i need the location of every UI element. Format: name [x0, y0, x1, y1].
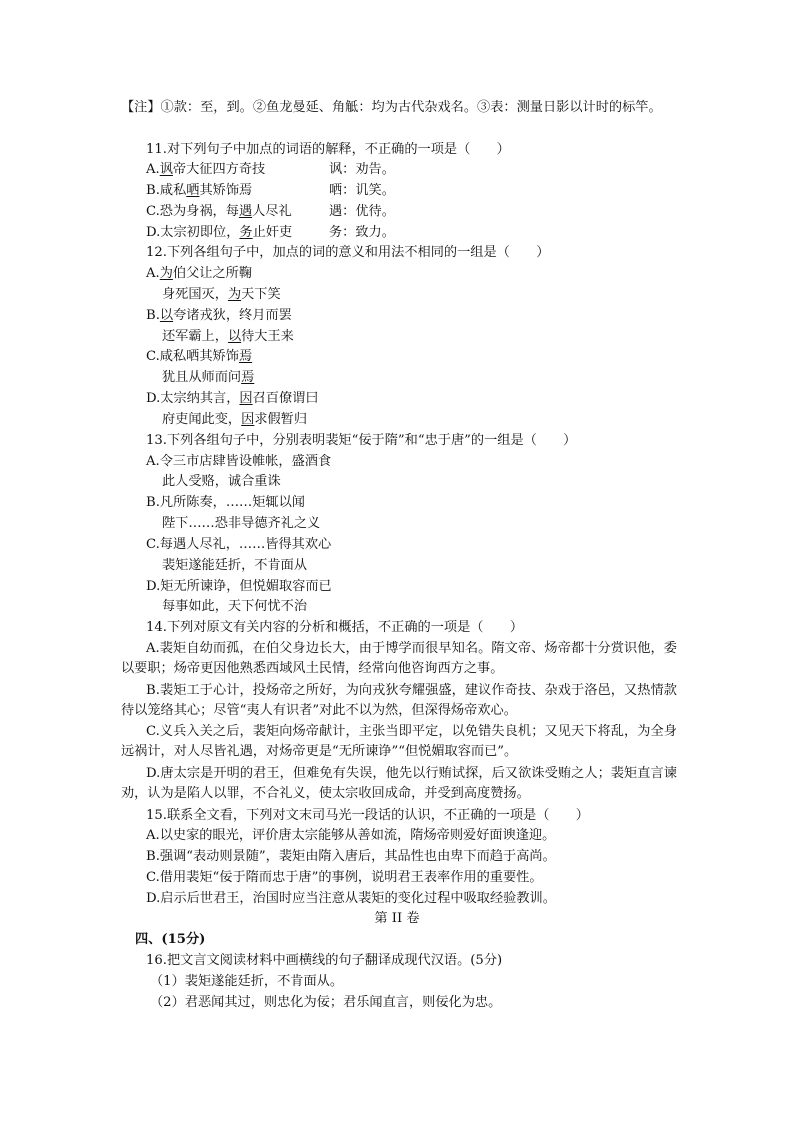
q13-option-b-line2: 陛下……恐非导德齐礼之义: [162, 516, 321, 531]
q11-stem: 11.对下列句子中加点的词语的解释，不正确的一项是（ ）: [146, 142, 510, 157]
q15-option-a: A.以史家的眼光，评价唐太宗能够从善如流，隋炀帝则爱好面谀逢迎。: [146, 828, 556, 843]
q11-option-b-explanation: 哂：讥笑。: [329, 183, 395, 198]
part2-title: 第 II 卷: [374, 911, 420, 926]
q12-option-b-line1: B.以夸诸戎狄，终月而罢: [146, 308, 292, 323]
q12-option-c-line1: C.咸私哂其矫饰焉: [146, 349, 253, 364]
q14-option-a: A.裴矩自幼而孤，在伯父身边长大，由于博学而很早知名。隋文帝、炀帝都十分赏识他，委以要职；炀帝更因他熟悉西域风土民情，经常向他咨询西方之事。: [121, 641, 677, 676]
q13-option-a-line1: A.令三市店肆皆设帷帐，盛酒食: [146, 454, 332, 469]
q13-option-d-line2: 每事如此，天下何忧不治: [162, 599, 308, 614]
q11-option-d-explanation: 务：致力。: [329, 225, 395, 240]
q13-option-c-line2: 裴矩遂能廷折，不肯面从: [162, 558, 308, 573]
section-4-heading: 四、(15分): [135, 932, 206, 947]
q12-option-a-line1: A.为伯父让之所鞠: [146, 266, 253, 281]
q11-option-b: B.咸私哂其矫饰焉: [146, 183, 253, 198]
q15-option-d: D.启示后世君王，治国时应当注意从裴矩的变化过程中吸取经验教训。: [146, 891, 556, 906]
q14-option-d: D.唐太宗是开明的君王，但难免有失误，他先以行贿试探，后又欲诛受贿之人；裴矩直言谏劝，认为是陷人以罪，不合礼义，使太宗收回成命，并受到高度赞扬。: [121, 766, 677, 801]
q16-stem: 16.把文言文阅读材料中画横线的句子翻译成现代汉语。(5分): [146, 953, 503, 968]
q11-option-d: D.太宗初即位，务止奸吏: [146, 225, 293, 240]
annotation-note: 【注】①款：至，到。②鱼龙曼延、角觝：均为古代杂戏名。③表：测量日影以计时的标竿。: [121, 100, 662, 115]
q11-option-a: A.讽帝大征四方奇技: [146, 162, 266, 177]
q12-option-d-line2: 府吏闻此变，因求假暂归: [162, 412, 308, 427]
q16-item-2: （2）君恶闻其过，则忠化为佞；君乐闻直言，则佞化为忠。: [150, 995, 502, 1010]
q13-option-a-line2: 此人受赂，诚合重诛: [162, 474, 281, 489]
q12-option-a-line2: 身死国灭，为天下笑: [162, 287, 281, 302]
q12-option-d-line1: D.太宗纳其言，因召百僚谓曰: [146, 391, 319, 406]
q12-option-b-line2: 还军霸上，以待大王来: [162, 329, 294, 344]
q15-stem: 15.联系全文看，下列对文末司马光一段话的认识，不正确的一项是（ ）: [146, 808, 589, 823]
q15-option-c: C.借用裴矩“佞于隋而忠于唐”的事例，说明君王表率作用的重要性。: [146, 870, 543, 885]
q11-option-c-explanation: 遇：优待。: [329, 204, 395, 219]
q16-item-1: （1）裴矩遂能廷折，不肯面从。: [150, 974, 344, 989]
q11-option-c: C.恐为身祸，每遇人尽礼: [146, 204, 292, 219]
q13-option-b-line1: B.凡所陈奏，……矩辄以闻: [146, 495, 305, 510]
q12-stem: 12.下列各组句子中，加点的词的意义和用法不相同的一组是（ ）: [146, 245, 550, 260]
q14-stem: 14.下列对原文有关内容的分析和概括，不正确的一项是（ ）: [146, 620, 524, 635]
q13-stem: 13.下列各组句子中，分别表明裴矩“佞于隋”和“忠于唐”的一组是（ ）: [146, 433, 577, 448]
q14-option-b: B.裴矩工于心计，投炀帝之所好，为向戎狄夸耀强盛，建议作奇技、杂戏于洛邑，又热情款待以笼络其心；尽管“夷人有识者”对此不以为然，但深得炀帝欢心。: [121, 683, 677, 718]
q12-option-c-line2: 犹且从师而问焉: [162, 370, 255, 385]
q14-option-c: C.义兵入关之后，裴矩向炀帝献计，主张当即平定，以免错失良机；又见天下将乱，为全身远祸计，对人尽皆礼遇，对炀帝更是“无所谏诤”“但悦媚取容而已”。: [121, 724, 677, 759]
q11-option-a-explanation: 讽：劝告。: [329, 162, 395, 177]
q13-option-d-line1: D.矩无所谏诤，但悦媚取容而已: [146, 579, 332, 594]
q15-option-b: B.强调“表动则景随”，裴矩由隋入唐后，其品性也由卑下而趋于高尚。: [146, 849, 556, 864]
q13-option-c-line1: C.每遇人尽礼，……皆得其欢心: [146, 537, 332, 552]
